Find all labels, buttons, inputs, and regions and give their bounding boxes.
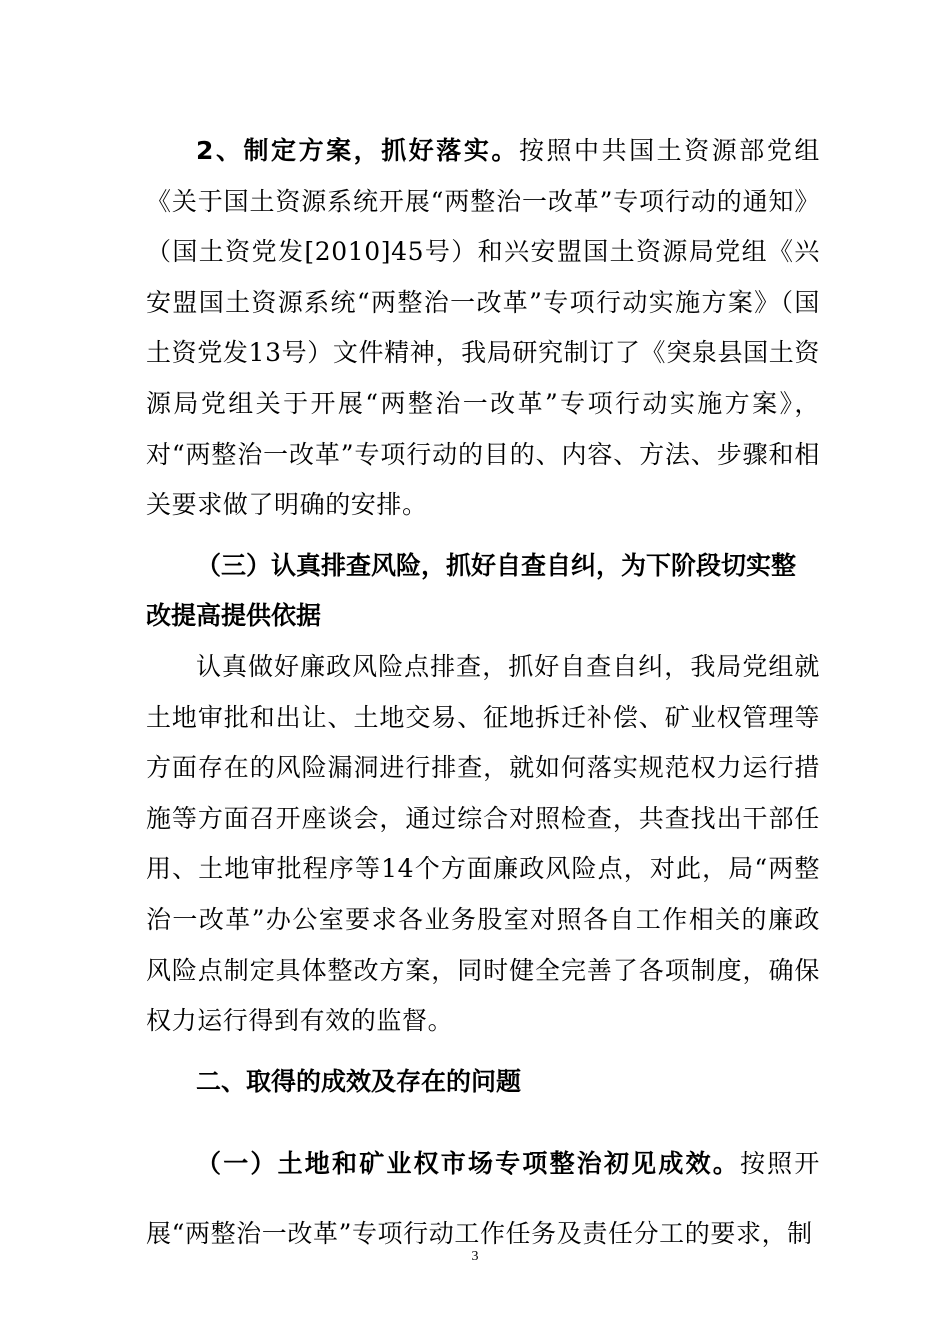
paragraph-plan-lead: 2、制定方案，抓好落实。 (196, 136, 519, 165)
section-heading-results: 二、取得的成效及存在的问题 (196, 1066, 522, 1096)
paragraph-risk-check: 认真做好廉政风险点排查，抓好自查自纠，我局党组就土地审批和出让、土地交易、征地拆迁补偿、矿业权管理等方面存在的风险漏洞进行排查，就如何落实规范权力运行措施等方面召开座谈会，通过综合对照检查，共查找出干部任用、土地审批程序等14个方面廉政风险点，对此，局“两整治一改革”办公室要求各业务股室对照各自工作相关的廉政风险点制定具体整改方案，同时健全完善了各项制度，确保权力运行得到有效的监督。 (146, 651, 820, 1036)
paragraph-plan-text: 按照中共国土资源部党组《关于国土资源系统开展“两整治一改革”专项行动的通知》（国土资党发[2010]45号）和兴安盟国土资源局党组《兴安盟国土资源系统“两整治一改革”专项行动实施方案》（国土资党发13号）文件精神，我局研究制订了《突泉县国土资源局党组关于开展“两整治一改革”专项行动实施方案》，对“两整治一改革”专项行动的目的、内容、方法、步骤和相关要求做了明确的安排。 (146, 136, 820, 520)
paragraph-market-rectification-lead: （一）土地和矿业权市场专项整治初见成效。 (196, 1149, 740, 1179)
document-body (146, 126, 820, 1269)
paragraph-market-rectification-text: 按照开展“两整治一改革”专项行动工作任务及责任分工的要求，制 (146, 1149, 820, 1249)
section-heading-risk-check: （三）认真排查风险，抓好自查自纠，为下阶段切实整改提高提供依据 (146, 550, 797, 631)
page-number: 3 (471, 1249, 479, 1264)
paragraph-plan (146, 126, 820, 531)
